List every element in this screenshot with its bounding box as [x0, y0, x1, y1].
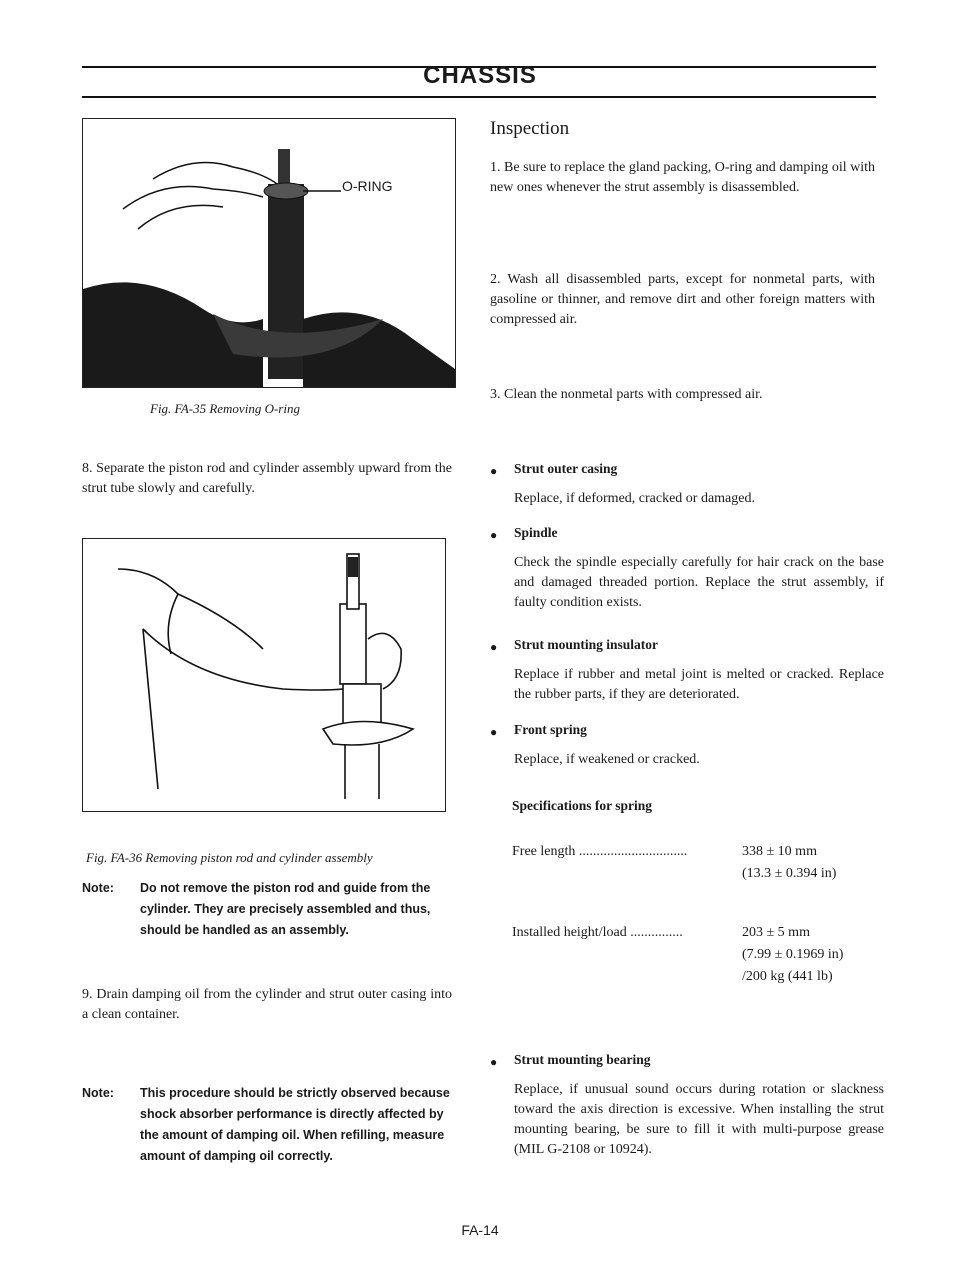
spec-value-line: 338 ± 10 mm — [742, 844, 817, 859]
bullet-strut-outer-casing — [484, 461, 884, 511]
bullet-title: Strut mounting insulator — [514, 637, 659, 652]
note-piston-rod — [82, 878, 462, 948]
bullet-title: Strut outer casing — [514, 461, 618, 476]
spec-value-line: (7.99 ± 0.1969 in) — [742, 947, 844, 962]
oring-removal-illustration — [83, 119, 455, 387]
step-8-text: 8. Separate the piston rod and cylinder assembly upward from the strut tube slowly and carefully. — [82, 461, 452, 496]
spec-label: Installed height/load ............... — [512, 925, 683, 940]
bullet-dot: ● — [490, 640, 498, 654]
oring-callout-label: O-RING — [342, 178, 393, 194]
bullet-body: Check the spindle especially carefully for hair crack on the base and damaged threaded portion. Replace the strut assembly, if faulty condition exists. — [514, 555, 884, 610]
inspection-heading: Inspection — [490, 118, 570, 139]
bullet-body: Replace, if unusual sound occurs during rotation or slackness toward the axis direction is excessive. When installing the strut mounting bearing, be sure to fill it with multi-purpose grease (MIL G-2108 or 10924). — [514, 1082, 884, 1157]
bullet-dot: ● — [490, 725, 498, 739]
bullet-title: Front spring — [514, 722, 587, 737]
page-header-title: CHASSIS — [423, 62, 537, 89]
note-label: Note: — [82, 1086, 114, 1100]
header-rule-bottom — [82, 96, 876, 98]
piston-rod-removal-illustration — [83, 539, 445, 811]
bullet-title: Spindle — [514, 525, 558, 540]
spec-value-line: 203 ± 5 mm — [742, 925, 810, 940]
bullet-body: Replace, if weakened or cracked. — [514, 752, 700, 767]
figure-fa35 — [82, 118, 456, 388]
inspection-step-2: 2. Wash all disassembled parts, except for nonmetal parts, with gasoline or thinner, and remove dirt and other foreign matters with compressed air. — [490, 272, 875, 327]
spec-value — [742, 922, 912, 988]
bullet-strut-mounting-bearing — [484, 1052, 884, 1192]
bullet-spindle — [484, 525, 884, 615]
bullet-dot: ● — [490, 528, 498, 542]
fig35-caption: Fig. FA-35 Removing O-ring — [150, 401, 300, 416]
spec-label: Free length ............................... — [512, 844, 688, 859]
fig36-caption: Fig. FA-36 Removing piston rod and cylinder assembly — [86, 850, 373, 865]
spec-value-line: (13.3 ± 0.394 in) — [742, 866, 837, 881]
bullet-front-spring — [484, 722, 884, 772]
spec-value-line: /200 kg (441 lb) — [742, 969, 833, 984]
bullet-body: Replace if rubber and metal joint is melted or cracked. Replace the rubber parts, if they are deteriorated. — [514, 667, 884, 702]
bullet-body: Replace, if deformed, cracked or damaged. — [514, 491, 755, 506]
bullet-dot: ● — [490, 1055, 498, 1069]
note-damping-oil — [82, 1083, 462, 1173]
note-label: Note: — [82, 881, 114, 895]
spec-free-length — [512, 841, 912, 887]
spec-value — [742, 841, 912, 885]
spec-installed-height — [512, 922, 912, 992]
bullet-dot: ● — [490, 464, 498, 478]
bullet-strut-mounting-insulator — [484, 637, 884, 707]
figure-fa36 — [82, 538, 446, 812]
spring-specs-heading: Specifications for spring — [512, 798, 653, 813]
inspection-step-1: 1. Be sure to replace the gland packing, O-ring and damping oil with new ones whenever the strut assembly is disassembled. — [490, 160, 875, 195]
bullet-title: Strut mounting bearing — [514, 1052, 651, 1067]
inspection-step-3: 3. Clean the nonmetal parts with compressed air. — [490, 387, 763, 402]
note-body: This procedure should be strictly observed because shock absorber performance is directly affected by the amount of damping oil. When refilling, measure amount of damping oil correctly. — [140, 1086, 450, 1163]
page-number: FA-14 — [461, 1222, 499, 1238]
note-body: Do not remove the piston rod and guide from the cylinder. They are precisely assembled and thus, should be handled as an assembly. — [140, 881, 431, 937]
step-9-text: 9. Drain damping oil from the cylinder and strut outer casing into a clean container. — [82, 987, 452, 1022]
